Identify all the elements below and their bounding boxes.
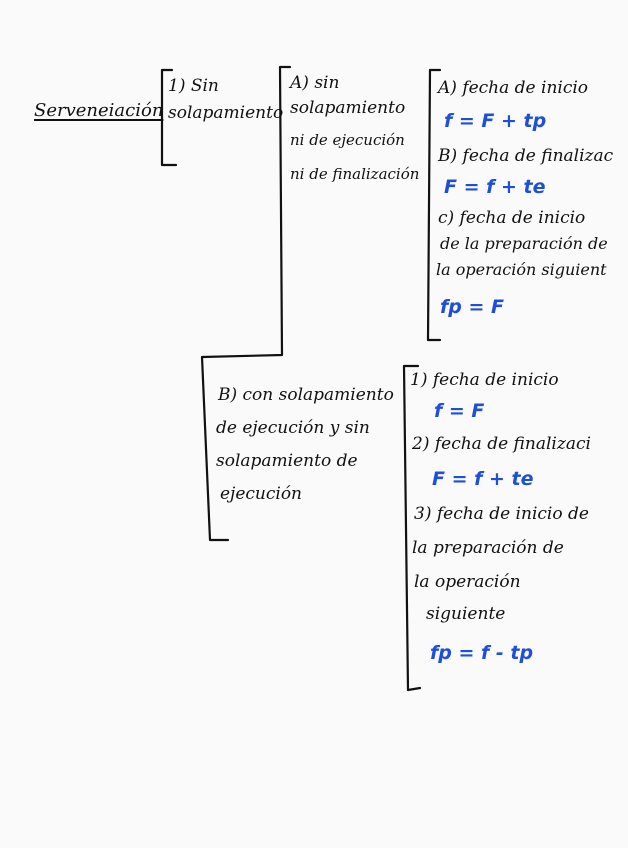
level1-line1: 1) Sin xyxy=(168,76,219,96)
branch-a-formula-a: f = F + tp xyxy=(444,110,547,132)
branch-b-item-3-4: siguiente xyxy=(426,604,506,624)
branch-b-item-2: 2) fecha de finalizaci xyxy=(412,434,591,454)
level1-line2: solapamiento xyxy=(168,103,284,123)
branch-a-item-a: A) fecha de inicio xyxy=(438,78,589,98)
branch-b-formula-3: fp = f - tp xyxy=(430,642,534,664)
branch-a-item-b: B) fecha de finalizac xyxy=(438,146,614,166)
branch-a-line3: ni de ejecución xyxy=(290,131,405,149)
branch-b-line1: B) con solapamiento xyxy=(218,385,394,405)
branch-b-item-3-1: 3) fecha de inicio de xyxy=(414,504,589,524)
branch-b-formula-1: f = F xyxy=(434,400,485,422)
branch-a-formula-b: F = f + te xyxy=(444,176,546,198)
branch-b-formula-2: F = f + te xyxy=(432,468,534,490)
branch-b-item-1: 1) fecha de inicio xyxy=(410,370,559,390)
branch-a-line4: ni de finalización xyxy=(290,165,420,183)
root-label: Serveneiación xyxy=(34,100,164,121)
branch-a-formula-c: fp = F xyxy=(440,296,504,318)
bracket-branch-b-details xyxy=(404,366,420,690)
bracket-branch-a-details xyxy=(428,70,440,340)
branch-b-line3: solapamiento de xyxy=(216,451,358,471)
branch-b-item-3-2: la preparación de xyxy=(412,538,564,558)
branch-a-item-c-1: c) fecha de inicio xyxy=(438,208,586,228)
branch-a-line1: A) sin xyxy=(290,73,340,93)
branch-a-item-c-2: de la preparación de xyxy=(440,234,608,253)
branch-b-line2: de ejecución y sin xyxy=(216,418,370,438)
branch-a-line2: solapamiento xyxy=(290,98,406,118)
branch-b-item-3-3: la operación xyxy=(414,572,521,592)
branch-b-line4: ejecución xyxy=(220,484,303,504)
branch-a-item-c-3: la operación siguient xyxy=(436,260,607,279)
